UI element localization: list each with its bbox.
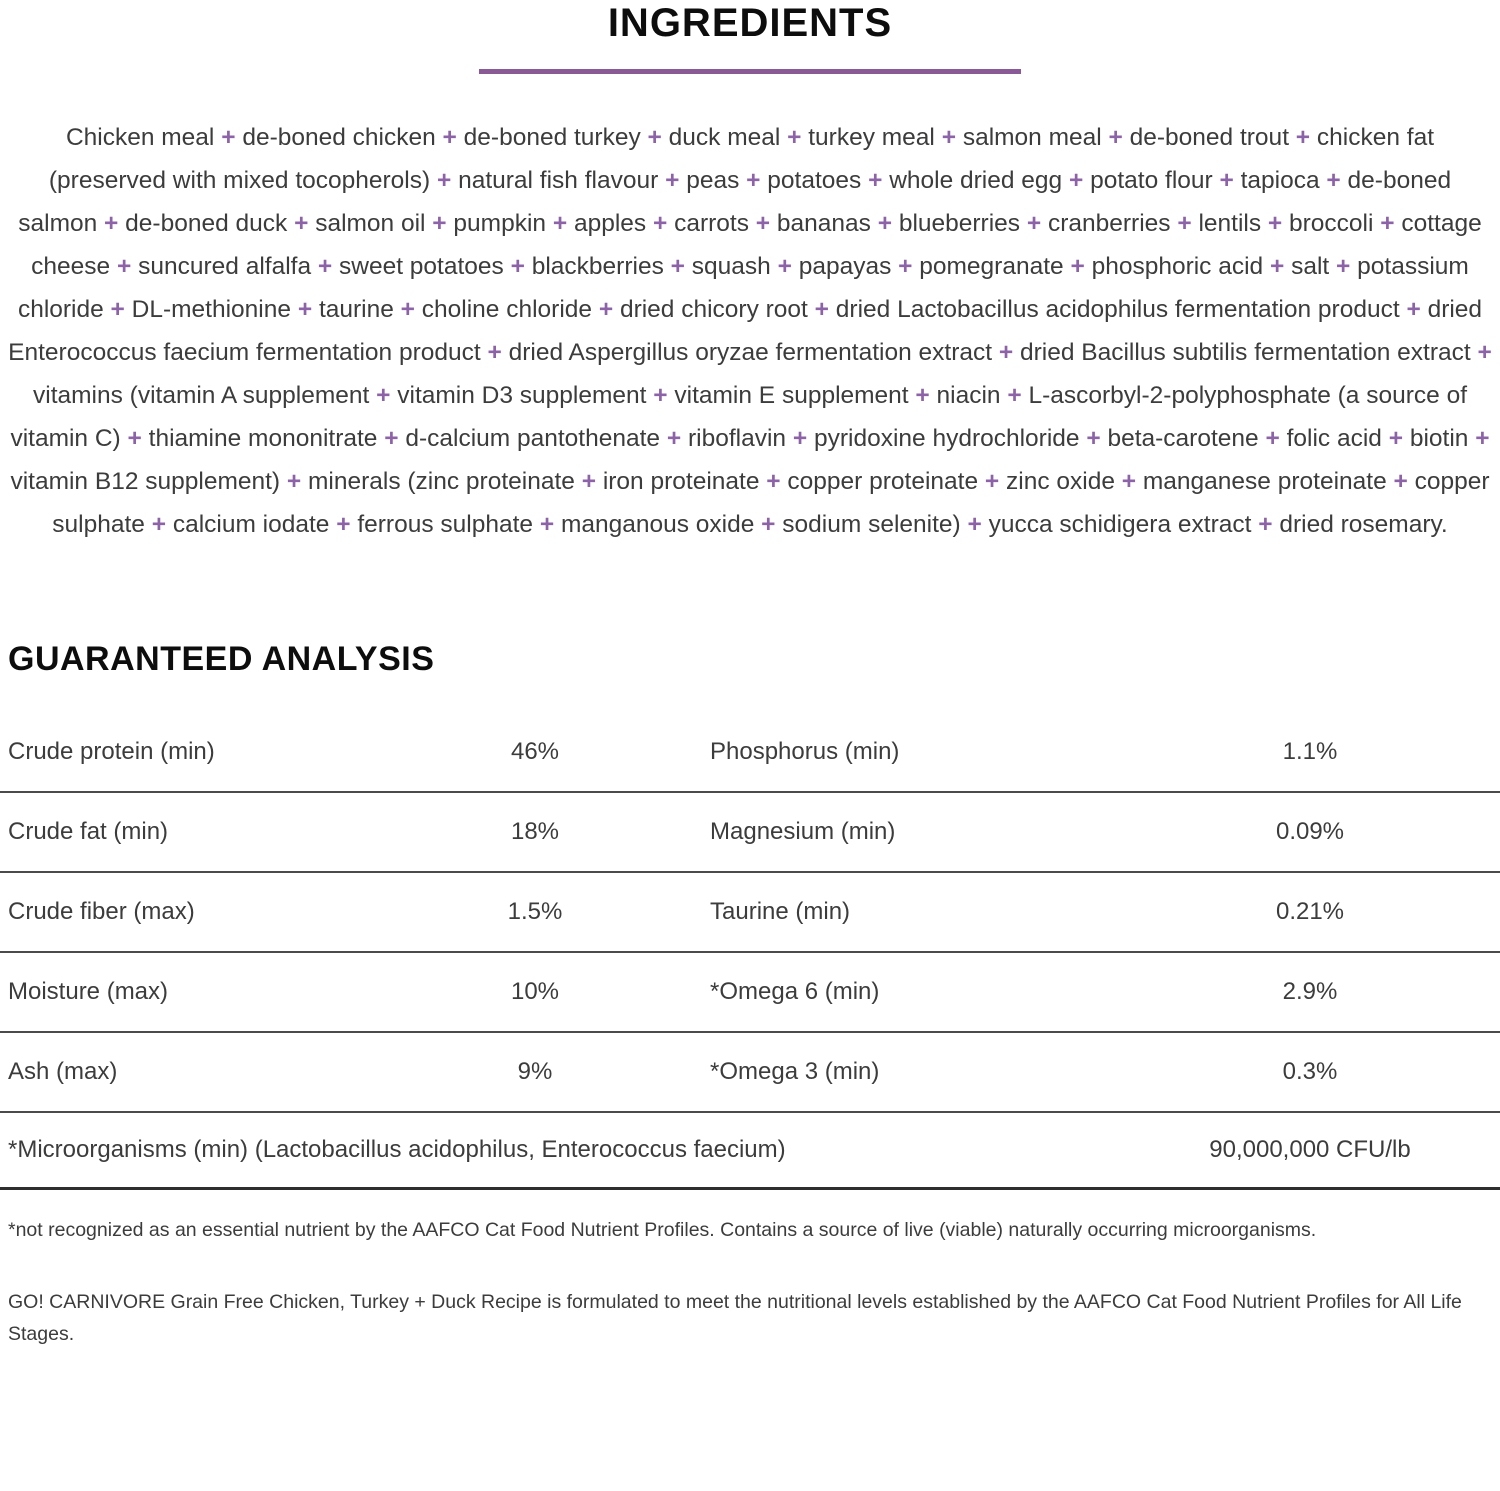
analysis-row — [0, 953, 1500, 1033]
ingredient-item: choline chloride — [421, 296, 593, 323]
ingredients-paragraph — [8, 116, 1492, 546]
ingredient-item: phosphoric acid — [1091, 253, 1264, 280]
ingredient-item: manganous oxide — [560, 511, 755, 538]
ingredient-item: ferrous sulphate — [357, 511, 534, 538]
analysis-right-label: Taurine (min) — [710, 898, 851, 925]
plus-separator: + — [1000, 382, 1029, 409]
plus-separator: + — [640, 124, 669, 151]
plus-separator: + — [978, 468, 1007, 495]
plus-separator: + — [1468, 425, 1490, 452]
ingredient-item: pumpkin — [453, 210, 547, 237]
ingredient-item: Chicken meal — [65, 124, 215, 151]
ingredient-item: broccoli — [1289, 210, 1374, 237]
plus-separator: + — [97, 210, 126, 237]
ingredient-item: peas — [686, 167, 740, 194]
ingredient-item: cottage cheese — [31, 210, 1482, 280]
plus-separator: + — [807, 296, 836, 323]
plus-separator: + — [861, 167, 890, 194]
plus-separator: + — [908, 382, 937, 409]
plus-separator: + — [1101, 124, 1130, 151]
ingredient-item: natural fish flavour — [458, 167, 659, 194]
ingredient-item: dried Aspergillus oryzae fermentation extract — [508, 339, 993, 366]
formulation-statement: GO! CARNIVORE Grain Free Chicken, Turkey + Duck Recipe is formulated to meet the nutritional levels established by the AAFCO Cat Food Nutrient Profiles for All Life Stages. — [8, 1291, 1462, 1345]
plus-separator: + — [770, 253, 799, 280]
ingredient-item: vitamin B12 supplement) — [10, 468, 281, 495]
analysis-left-value: 9% — [517, 1058, 553, 1085]
ingredient-item: potassium chloride — [17, 253, 1469, 323]
plus-separator: + — [546, 210, 574, 237]
plus-separator: + — [329, 511, 358, 538]
plus-separator: + — [1386, 468, 1415, 495]
plus-separator: + — [646, 210, 675, 237]
plus-separator: + — [291, 296, 319, 323]
plus-separator: + — [1261, 210, 1290, 237]
plus-separator: + — [120, 425, 149, 452]
ingredient-item: biotin — [1409, 425, 1469, 452]
ingredient-item: pomegranate — [919, 253, 1064, 280]
plus-separator: + — [646, 382, 675, 409]
ingredient-item: vitamin D3 supplement — [397, 382, 647, 409]
ingredient-item: apples — [573, 210, 647, 237]
plus-separator: + — [754, 511, 783, 538]
plus-separator: + — [1258, 425, 1287, 452]
ingredient-item: salmon oil — [315, 210, 426, 237]
ingredient-item: vitamins (vitamin A supplement — [33, 382, 370, 409]
ingredient-item: turkey meal — [808, 124, 935, 151]
ingredient-item: DL-methionine — [131, 296, 292, 323]
ingredient-item: beta-carotene — [1107, 425, 1259, 452]
ingredient-item: manganese proteinate — [1142, 468, 1387, 495]
plus-separator: + — [660, 425, 688, 452]
ingredient-item: de-boned duck — [125, 210, 288, 237]
plus-separator: + — [393, 296, 422, 323]
microorganisms-value: 90,000,000 CFU/lb — [1209, 1136, 1411, 1163]
analysis-left-value: 10% — [510, 978, 560, 1005]
ingredient-item: de-boned turkey — [463, 124, 641, 151]
analysis-left-value: 46% — [510, 738, 560, 765]
ingredient-item: tapioca — [1240, 167, 1320, 194]
ingredient-item: thiamine mononitrate — [148, 425, 378, 452]
plus-separator: + — [1263, 253, 1292, 280]
plus-separator: + — [1329, 253, 1358, 280]
plus-separator: + — [1062, 167, 1091, 194]
ingredient-item: riboflavin — [687, 425, 787, 452]
ingredient-item: sodium selenite) — [782, 511, 961, 538]
plus-separator: + — [891, 253, 920, 280]
ingredient-item: whole dried egg — [889, 167, 1063, 194]
plus-separator: + — [1251, 511, 1280, 538]
microorganisms-row — [0, 1113, 1500, 1190]
plus-separator: + — [503, 253, 532, 280]
analysis-left-label: Ash (max) — [8, 1058, 118, 1085]
ingredient-item: d-calcium pantothenate — [405, 425, 661, 452]
plus-separator: + — [1079, 425, 1108, 452]
ingredient-item: blackberries — [531, 253, 664, 280]
ingredient-item: calcium iodate — [172, 511, 330, 538]
plus-separator: + — [1319, 167, 1348, 194]
plus-separator: + — [748, 210, 777, 237]
plus-separator: + — [1212, 167, 1241, 194]
plus-separator: + — [1289, 124, 1317, 151]
plus-separator: + — [780, 124, 809, 151]
plus-separator: + — [311, 253, 339, 280]
analysis-right-value: 0.21% — [1275, 898, 1345, 925]
plus-separator: + — [377, 425, 406, 452]
ingredient-item: de-boned chicken — [242, 124, 436, 151]
analysis-row — [0, 1033, 1500, 1113]
analysis-right-label: Magnesium (min) — [710, 818, 896, 845]
plus-separator: + — [1063, 253, 1092, 280]
ingredient-item: vitamin E supplement — [674, 382, 909, 409]
plus-separator: + — [280, 468, 308, 495]
plus-separator: + — [1373, 210, 1402, 237]
plus-separator: + — [1170, 210, 1199, 237]
ingredient-item: papayas — [798, 253, 892, 280]
ingredient-item: minerals (zinc proteinate — [308, 468, 575, 495]
plus-separator: + — [870, 210, 899, 237]
analysis-right-label: *Omega 6 (min) — [710, 978, 880, 1005]
analysis-left-value: 18% — [510, 818, 560, 845]
ingredient-item: chicken fat (preserved with mixed tocopherols) — [48, 124, 1435, 194]
ingredient-item: potatoes — [767, 167, 862, 194]
ingredient-item: dried rosemary. — [1279, 511, 1448, 538]
plus-separator: + — [658, 167, 687, 194]
ingredient-item: niacin — [936, 382, 1001, 409]
ingredient-item: cranberries — [1047, 210, 1171, 237]
ingredient-item: zinc oxide — [1006, 468, 1115, 495]
analysis-row — [0, 793, 1500, 873]
purple-divider — [479, 69, 1021, 74]
plus-separator: + — [739, 167, 768, 194]
plus-separator: + — [960, 511, 989, 538]
plus-separator: + — [214, 124, 243, 151]
ingredient-item: yucca schidigera extract — [988, 511, 1252, 538]
plus-separator: + — [425, 210, 454, 237]
ingredient-item: salmon meal — [962, 124, 1102, 151]
analysis-right-value: 1.1% — [1282, 738, 1338, 765]
analysis-row — [0, 713, 1500, 793]
analysis-row — [0, 873, 1500, 953]
ingredient-item: dried Lactobacillus acidophilus fermentation product — [835, 296, 1400, 323]
ingredient-item: suncured alfalfa — [138, 253, 312, 280]
ingredient-item: duck meal — [668, 124, 781, 151]
ingredient-item: dried Bacillus subtilis fermentation extract — [1019, 339, 1471, 366]
plus-separator: + — [574, 468, 603, 495]
ingredient-item: taurine — [318, 296, 394, 323]
plus-separator: + — [1114, 468, 1143, 495]
plus-separator: + — [103, 296, 132, 323]
plus-separator: + — [663, 253, 692, 280]
ingredient-item: de-boned trout — [1129, 124, 1289, 151]
plus-separator: + — [1020, 210, 1048, 237]
plus-separator: + — [369, 382, 398, 409]
ingredient-item: dried Enterococcus faecium fermentation product — [8, 296, 1483, 366]
plus-separator: + — [533, 511, 561, 538]
plus-separator: + — [435, 124, 464, 151]
aafco-footnote: *not recognized as an essential nutrient by the AAFCO Cat Food Nutrient Profiles. Contains a source of live (viable) naturally occurring microorganisms. — [8, 1219, 1317, 1241]
plus-separator: + — [1470, 339, 1492, 366]
ingredient-item: potato flour — [1090, 167, 1213, 194]
analysis-right-value: 2.9% — [1282, 978, 1338, 1005]
plus-separator: + — [144, 511, 173, 538]
analysis-right-label: Phosphorus (min) — [710, 738, 900, 765]
ingredient-item: squash — [691, 253, 771, 280]
plus-separator: + — [1381, 425, 1410, 452]
ingredient-item: L-ascorbyl-2-polyphosphate (a source of vitamin C) — [10, 382, 1467, 452]
analysis-right-value: 0.3% — [1282, 1058, 1338, 1085]
plus-separator: + — [110, 253, 139, 280]
plus-separator: + — [430, 167, 459, 194]
ingredient-item: sweet potatoes — [339, 253, 504, 280]
analysis-left-value: 1.5% — [507, 898, 563, 925]
ingredient-item: copper proteinate — [787, 468, 979, 495]
analysis-left-label: Crude fat (min) — [8, 818, 169, 845]
analysis-left-label: Crude fiber (max) — [8, 898, 195, 925]
ingredient-item: iron proteinate — [602, 468, 760, 495]
guaranteed-analysis-table — [0, 713, 1500, 1113]
plus-separator: + — [592, 296, 620, 323]
ingredient-item: lentils — [1198, 210, 1262, 237]
analysis-right-label: *Omega 3 (min) — [710, 1058, 880, 1085]
microorganisms-label: *Microorganisms (min) (Lactobacillus acidophilus, Enterococcus faecium) — [8, 1136, 786, 1163]
plus-separator: + — [287, 210, 316, 237]
analysis-left-label: Crude protein (min) — [8, 738, 215, 765]
ingredient-item: carrots — [674, 210, 749, 237]
ingredient-item: copper sulphate — [52, 468, 1490, 538]
ingredient-item: dried chicory root — [619, 296, 808, 323]
ingredient-item: bananas — [776, 210, 871, 237]
plus-separator: + — [1399, 296, 1428, 323]
ingredient-item: de-boned salmon — [18, 167, 1452, 237]
plus-separator: + — [480, 339, 509, 366]
ingredients-title: INGREDIENTS — [607, 1, 893, 45]
plus-separator: + — [759, 468, 788, 495]
analysis-right-value: 0.09% — [1275, 818, 1345, 845]
ingredient-item: blueberries — [898, 210, 1021, 237]
ingredient-item: salt — [1291, 253, 1330, 280]
plus-separator: + — [934, 124, 963, 151]
guaranteed-analysis-title: GUARANTEED ANALYSIS — [8, 640, 435, 678]
ingredient-item: folic acid — [1286, 425, 1382, 452]
plus-separator: + — [786, 425, 814, 452]
ingredient-item: pyridoxine hydrochloride — [813, 425, 1080, 452]
analysis-left-label: Moisture (max) — [8, 978, 169, 1005]
plus-separator: + — [992, 339, 1020, 366]
